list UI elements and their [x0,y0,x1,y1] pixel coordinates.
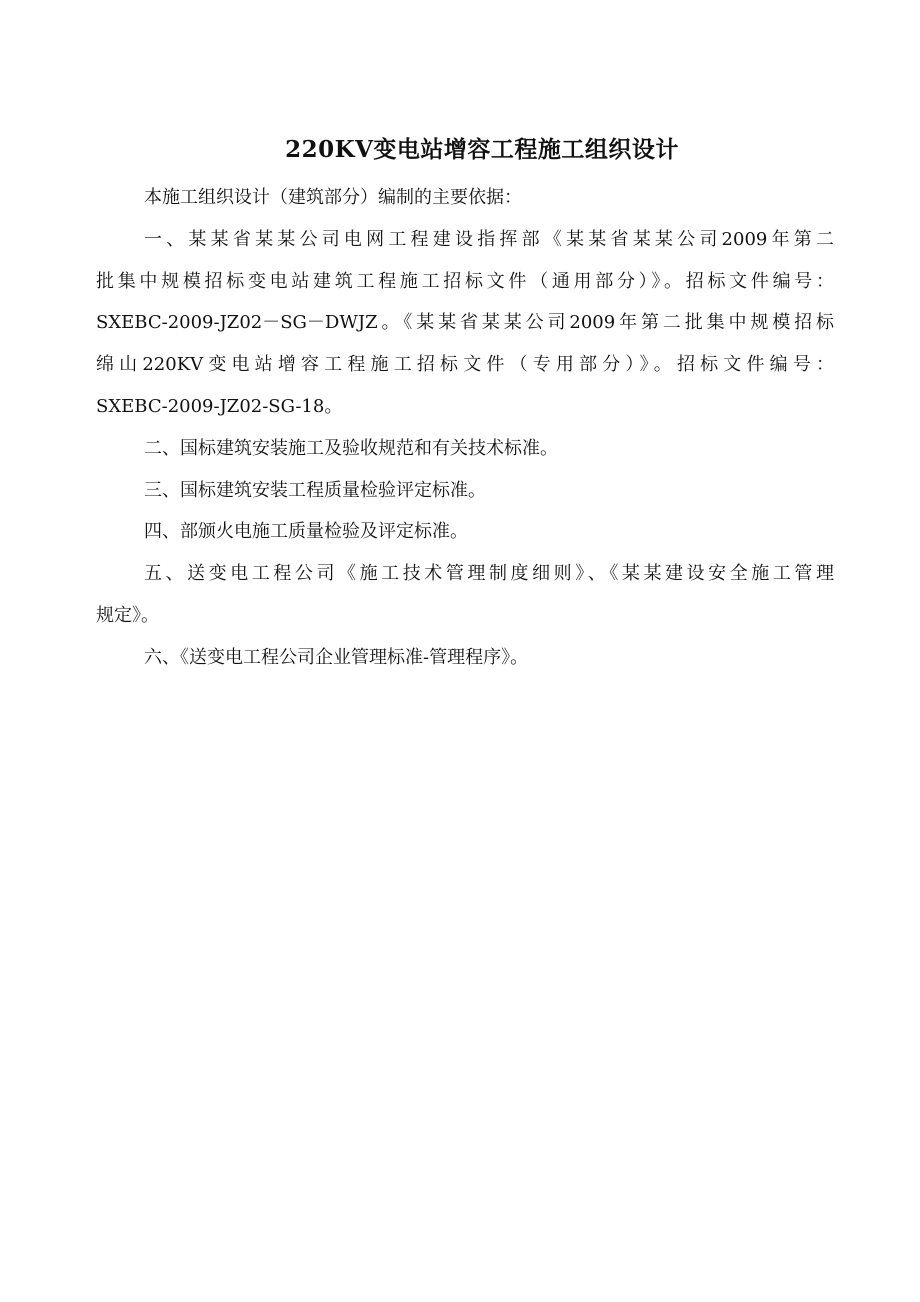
intro-paragraph: 本施工组织设计（建筑部分）编制的主要依据： [144,187,522,208]
basis-item-5-line-2: 规定》。 [96,604,159,626]
basis-item-1-line-5: SXEBC-2009-JZ02-SG-18。 [96,395,343,417]
basis-item-5 [96,553,834,637]
basis-item-3: 三、国标建筑安装工程质量检验评定标准。 [144,479,486,501]
document-title: 220KV变电站增容工程施工组织设计 [285,136,679,163]
basis-item-1-line-2: 批集中规模招标变电站建筑工程施工招标文件（通用部分）》。招标文件编号： [96,270,834,292]
basis-item-1-line-1: 一、某某省某某公司电网工程建设指挥部《某某省某某公司2009年第二 [144,228,834,250]
basis-item-5-line-1: 五、送变电工程公司《施工技术管理制度细则》、《某某建设安全施工管理 [144,563,834,585]
basis-item-4: 四、部颁火电施工质量检验及评定标准。 [144,521,468,543]
basis-item-1-line-3: SXEBC-2009-JZ02－SG－DWJZ。《某某省某某公司2009年第二批集中规模招标 [96,312,834,334]
basis-item-1-line-4: 绵山220KV变电站增容工程施工招标文件（专用部分）》。招标文件编号： [96,354,834,376]
document-body [96,177,834,679]
basis-item-6: 六、《送变电工程公司企业管理标准-管理程序》。 [144,646,529,668]
basis-item-2: 二、国标建筑安装施工及验收规范和有关技术标准。 [144,437,558,459]
basis-item-1 [96,219,834,428]
